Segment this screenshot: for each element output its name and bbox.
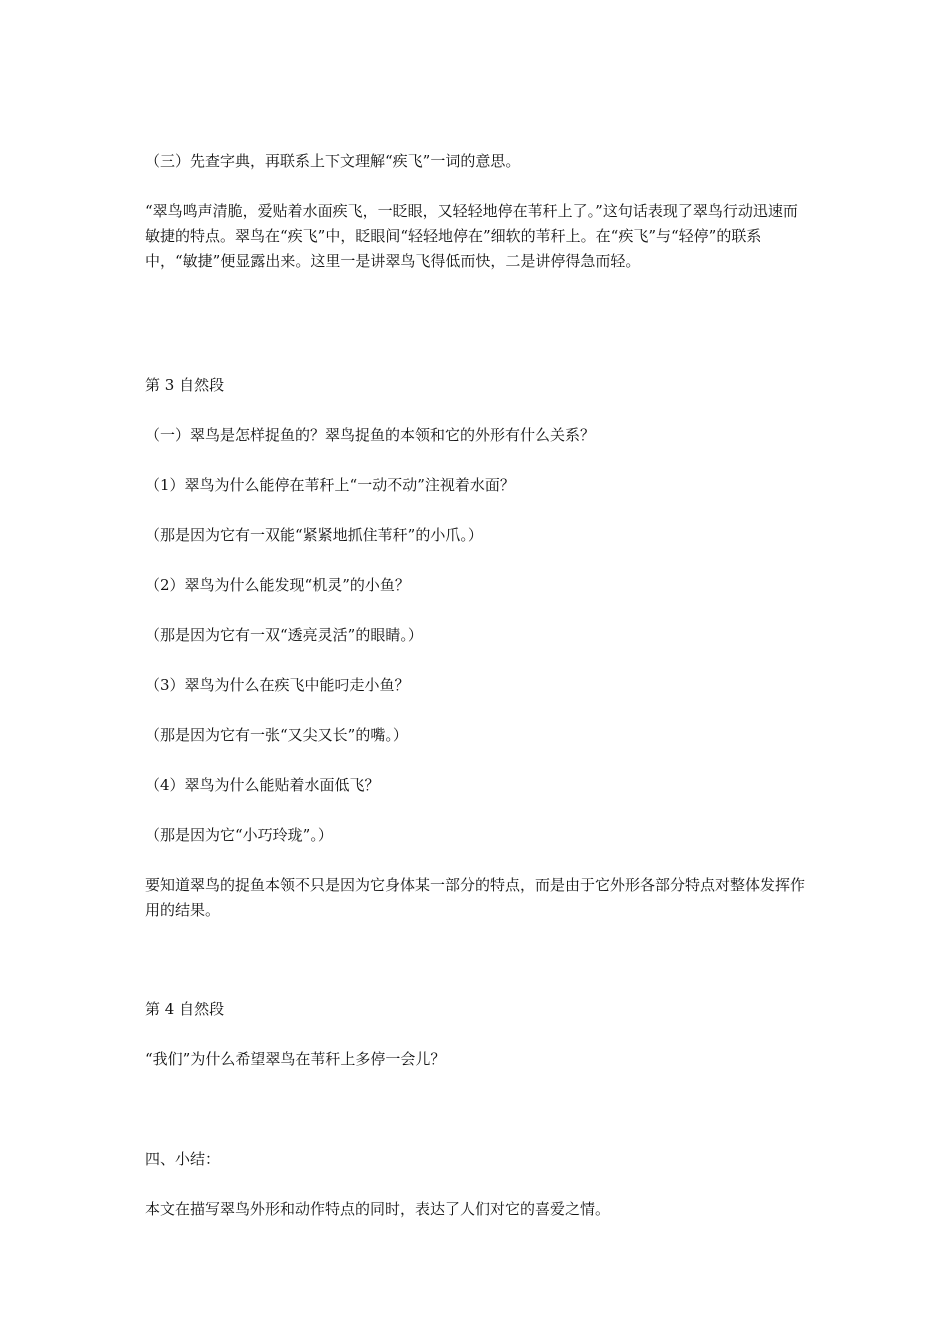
sub-question-1: （1）翠鸟为什么能停在苇秆上“一动不动”注视着水面？	[145, 476, 515, 494]
step-3-explanation: “翠鸟鸣声清脆，爱贴着水面疾飞，一眨眼，又轻轻地停在苇秆上了。”这句话表现了翠鸟行动迅速而敏捷的特点。翠鸟在“疾飞”中，眨眼间“轻轻地停在”细软的苇秆上。在“疾飞”与“轻停”的联系中，“敏捷”便显露出来。这里一是讲翠鸟飞得低而快，二是讲停得急而轻。	[145, 202, 798, 270]
answer-3: （那是因为它有一张“又尖又长”的嘴。）	[145, 726, 408, 744]
paragraph-4-question: “我们”为什么希望翠鸟在苇秆上多停一会儿？	[145, 1050, 446, 1068]
sub-question-2: （2）翠鸟为什么能发现“机灵”的小鱼？	[145, 576, 410, 594]
sub-question-3: （3）翠鸟为什么在疾飞中能叼走小鱼？	[145, 676, 410, 694]
answer-2: （那是因为它有一双“透亮灵活”的眼睛。）	[145, 626, 423, 644]
paragraph-3-heading: 第 3 自然段	[145, 376, 225, 394]
summary-heading: 四、小结：	[145, 1150, 221, 1168]
answer-4: （那是因为它“小巧玲珑”。）	[145, 826, 333, 844]
step-3-instruction: （三）先查字典，再联系上下文理解“疾飞”一词的意思。	[145, 152, 521, 170]
answer-1: （那是因为它有一双能“紧紧地抓住苇秆”的小爪。）	[145, 526, 483, 544]
paragraph-3-question: （一）翠鸟是怎样捉鱼的？翠鸟捉鱼的本领和它的外形有什么关系？	[145, 426, 596, 444]
paragraph-4-heading: 第 4 自然段	[145, 1000, 225, 1018]
paragraph-3-summary: 要知道翠鸟的捉鱼本领不只是因为它身体某一部分的特点，而是由于它外形各部分特点对整体发挥作用的结果。	[145, 876, 806, 919]
sub-question-4: （4）翠鸟为什么能贴着水面低飞？	[145, 776, 380, 794]
document-page	[145, 0, 810, 1344]
summary-text: 本文在描写翠鸟外形和动作特点的同时，表达了人们对它的喜爱之情。	[145, 1200, 611, 1218]
